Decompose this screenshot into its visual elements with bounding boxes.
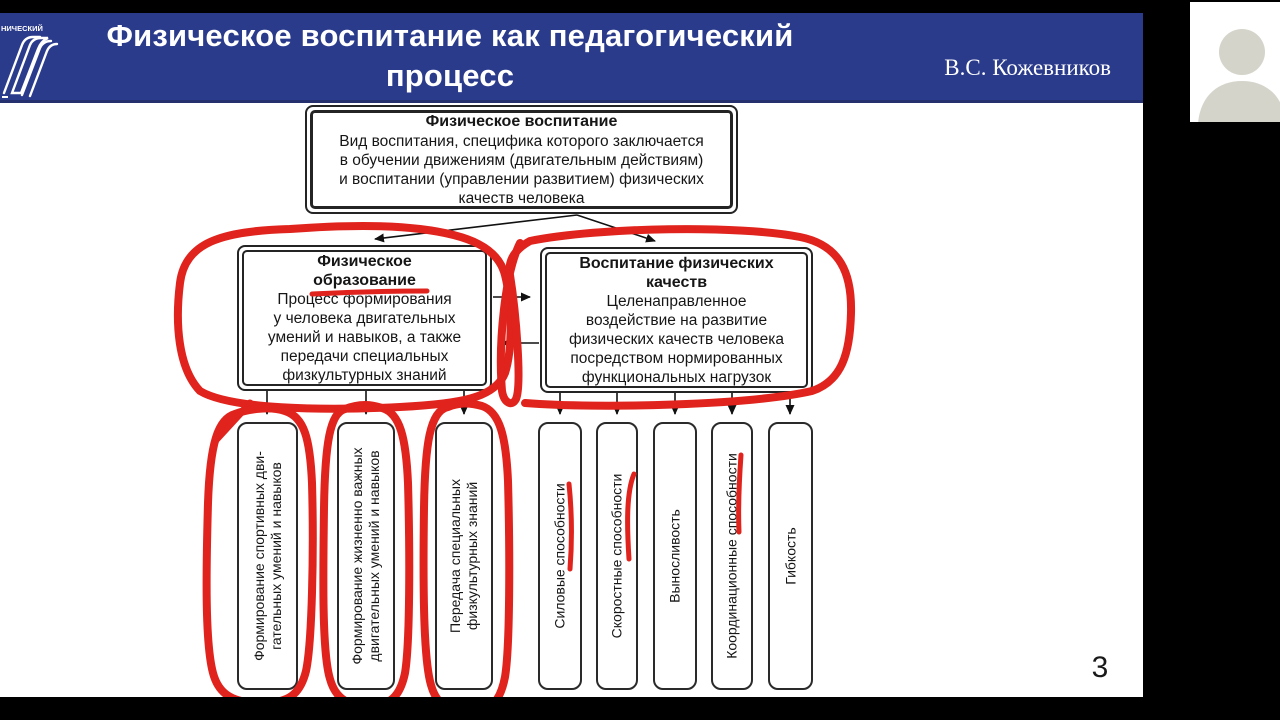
leaf-label: Выносливость [666, 509, 683, 603]
body-line: воздействие на развитие [585, 311, 768, 329]
leaf-label: Гибкость [782, 527, 798, 585]
leaf-box-endurance [653, 422, 697, 690]
person-avatar-icon [1190, 2, 1280, 122]
leaf-box-knowledge [435, 422, 493, 690]
left-branch-title-line1: Физическое [317, 252, 412, 270]
root-box [305, 105, 738, 214]
slide-title-line1: Физическое воспитание как педагогический [106, 18, 794, 53]
leaf-label: Координационные способности [723, 453, 740, 659]
right-branch-title-line1: Воспитание физических [579, 254, 774, 272]
leaf-label: Передача специальных физкультурных знаний [447, 479, 480, 633]
leaf-box-strength [538, 422, 582, 690]
root-box-title: Физическое воспитание [425, 112, 618, 130]
body-line: физических качеств человека [568, 330, 785, 348]
leaf-box-coordination [711, 422, 753, 690]
logo-arc-text: НИЧЕСКИЙ [1, 24, 43, 33]
body-line: и воспитании (управлении развитием) физических [339, 170, 704, 188]
slide-title-line2: процесс [385, 58, 515, 93]
body-line: Процесс формирования [277, 290, 452, 308]
leaf-box-flexibility [768, 422, 813, 690]
participant-video-tile [1190, 2, 1280, 122]
body-line: качеств человека [458, 189, 585, 207]
leaf-box-speed [596, 422, 638, 690]
body-line: Вид воспитания, специфика которого заключается [339, 132, 704, 150]
leaf-box-vital-skills [337, 422, 395, 690]
body-line: Целенаправленное [606, 292, 747, 310]
body-line: физкультурных знаний [282, 366, 447, 384]
leaf-label: Скоростные способности [608, 473, 625, 639]
leaf-label: Формирование спортивных дви- гательных умений и навыков [250, 451, 284, 661]
leaf-box-sport-skills [237, 422, 298, 690]
right-branch-title-line2: качеств [645, 273, 708, 291]
slide-title [70, 16, 830, 96]
left-branch-title-line2: образование [313, 271, 416, 289]
shared-slide [0, 13, 1143, 697]
right-branch-box [540, 247, 813, 393]
body-line: у человека двигательных [273, 309, 456, 327]
body-line: в обучении движениям (двигательным действиям) [339, 151, 704, 169]
leaf-label: Формирование жизненно важных двигательных умений и навыков [349, 447, 382, 665]
left-branch-box [237, 245, 492, 391]
slide-header-banner [0, 13, 1143, 103]
page-number: 3 [1091, 651, 1109, 684]
presenter-name: В.С. Кожевников [944, 55, 1111, 80]
body-line: умений и навыков, а также [267, 328, 462, 346]
leaf-label: Силовые способности [551, 483, 568, 629]
body-line: посредством нормированных [570, 349, 783, 367]
body-line: функциональных нагрузок [581, 368, 772, 386]
body-line: передачи специальных [280, 347, 449, 365]
